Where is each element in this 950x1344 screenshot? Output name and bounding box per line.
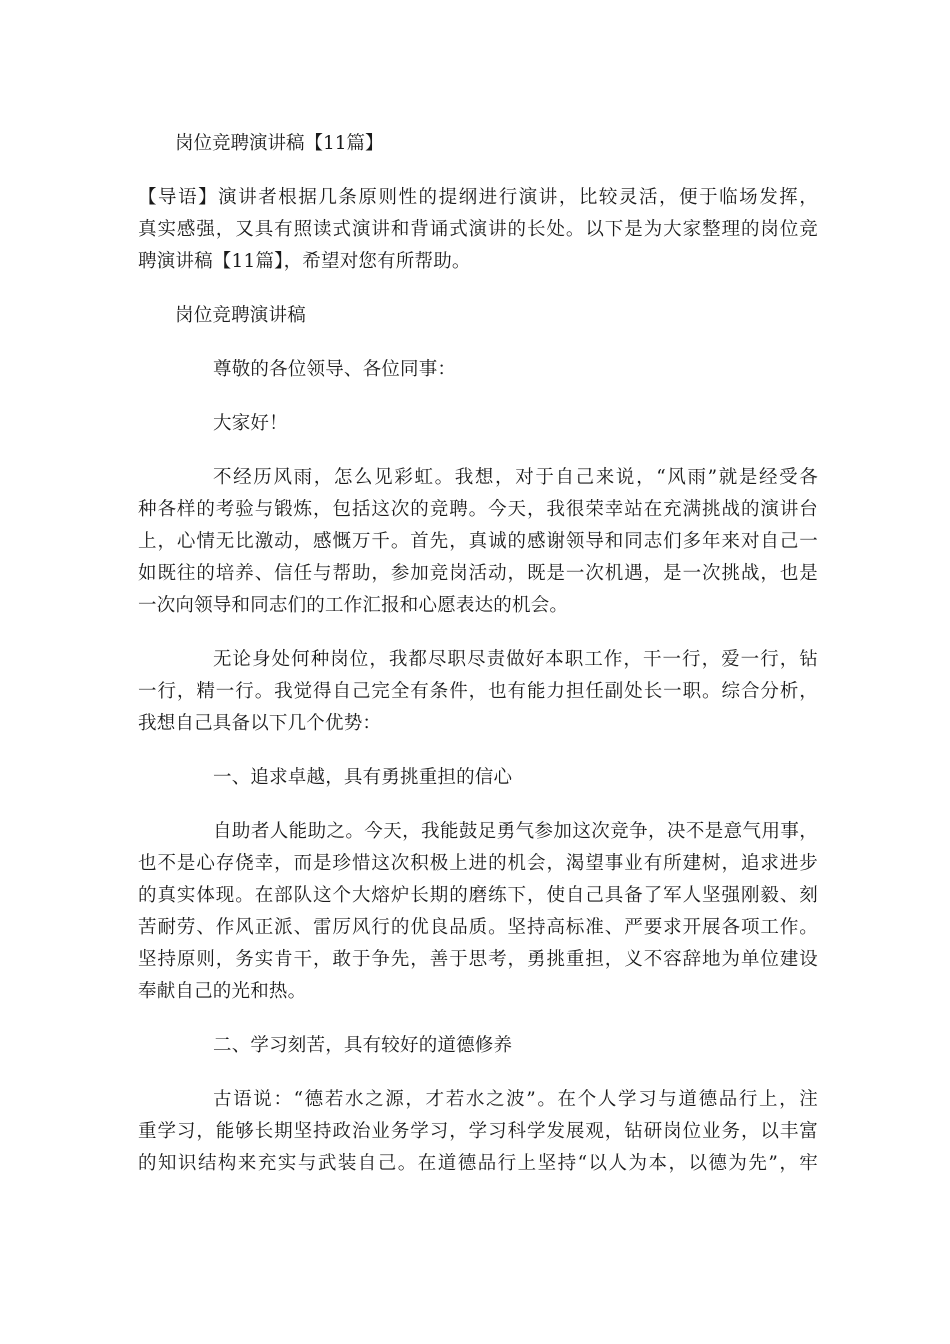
salutation: 尊敬的各位领导、各位同事： (213, 359, 457, 380)
paragraph-line: 如既往的培养、信任与帮助，参加竞岗活动，既是一次机遇，是一次挑战，也是 (138, 563, 818, 584)
body-paragraph-1 (138, 462, 818, 622)
paragraph-line: 我想自己具备以下几个优势： (138, 713, 382, 734)
intro-line: 真实感强，又具有照读式演讲和背诵式演讲的长处。以下是为大家整理的岗位竞 (138, 219, 818, 240)
heading-1: 一、追求卓越，具有勇挑重担的信心 (213, 767, 513, 788)
paragraph-line: 无论身处何种岗位，我都尽职尽责做好本职工作，干一行，爱一行，钻 (213, 649, 818, 670)
paragraph-line: 坚持原则，务实肯干，敢于争先，善于思考，勇挑重担，义不容辞地为单位建设 (138, 949, 818, 970)
greeting: 大家好！ (213, 413, 288, 434)
document-title: 岗位竞聘演讲稿【11篇】 (175, 133, 384, 154)
paragraph-line: 的真实体现。在部队这个大熔炉长期的磨练下，使自己具备了军人坚强刚毅、刻 (138, 885, 818, 906)
intro-line: 【导语】演讲者根据几条原则性的提纲进行演讲，比较灵活，便于临场发挥， (138, 187, 818, 208)
document-page (138, 128, 818, 1180)
intro-line: 聘演讲稿【11篇】，希望对您有所帮助。 (138, 251, 471, 272)
paragraph-line: 奉献自己的光和热。 (138, 981, 307, 1002)
paragraph-line: 也不是心存侥幸，而是珍惜这次积极上进的机会，渴望事业有所建树，追求进步 (138, 853, 818, 874)
body-paragraph-4 (138, 1084, 818, 1180)
paragraph-line: 种各样的考验与锻炼，包括这次的竞聘。今天，我很荣幸站在充满挑战的演讲台 (138, 499, 818, 520)
paragraph-line: 一次向领导和同志们的工作汇报和心愿表达的机会。 (138, 595, 569, 616)
heading-2: 二、学习刻苦，具有较好的道德修养 (213, 1035, 513, 1056)
paragraph-line: 的知识结构来充实与武装自己。在道德品行上坚持“以人为本，以德为先”，牢 (138, 1153, 818, 1174)
paragraph-line: 古语说：“德若水之源，才若水之波”。在个人学习与道德品行上，注 (213, 1089, 818, 1110)
paragraph-line: 苦耐劳、作风正派、雷厉风行的优良品质。坚持高标准、严要求开展各项工作。 (138, 917, 818, 938)
paragraph-line: 一行，精一行。我觉得自己完全有条件，也有能力担任副处长一职。综合分析， (138, 681, 818, 702)
paragraph-line: 自助者人能助之。今天，我能鼓足勇气参加这次竞争，决不是意气用事， (213, 821, 818, 842)
intro-paragraph (138, 182, 818, 278)
paragraph-line: 上，心情无比激动，感慨万千。首先，真诚的感谢领导和同志们多年来对自己一 (138, 531, 818, 552)
body-paragraph-3 (138, 816, 818, 1008)
paragraph-line: 不经历风雨，怎么见彩虹。我想，对于自己来说，“风雨”就是经受各 (213, 467, 818, 488)
section-title: 岗位竞聘演讲稿 (175, 305, 306, 326)
body-paragraph-2 (138, 644, 818, 740)
paragraph-line: 重学习，能够长期坚持政治业务学习，学习科学发展观，钻研岗位业务，以丰富 (138, 1121, 818, 1142)
